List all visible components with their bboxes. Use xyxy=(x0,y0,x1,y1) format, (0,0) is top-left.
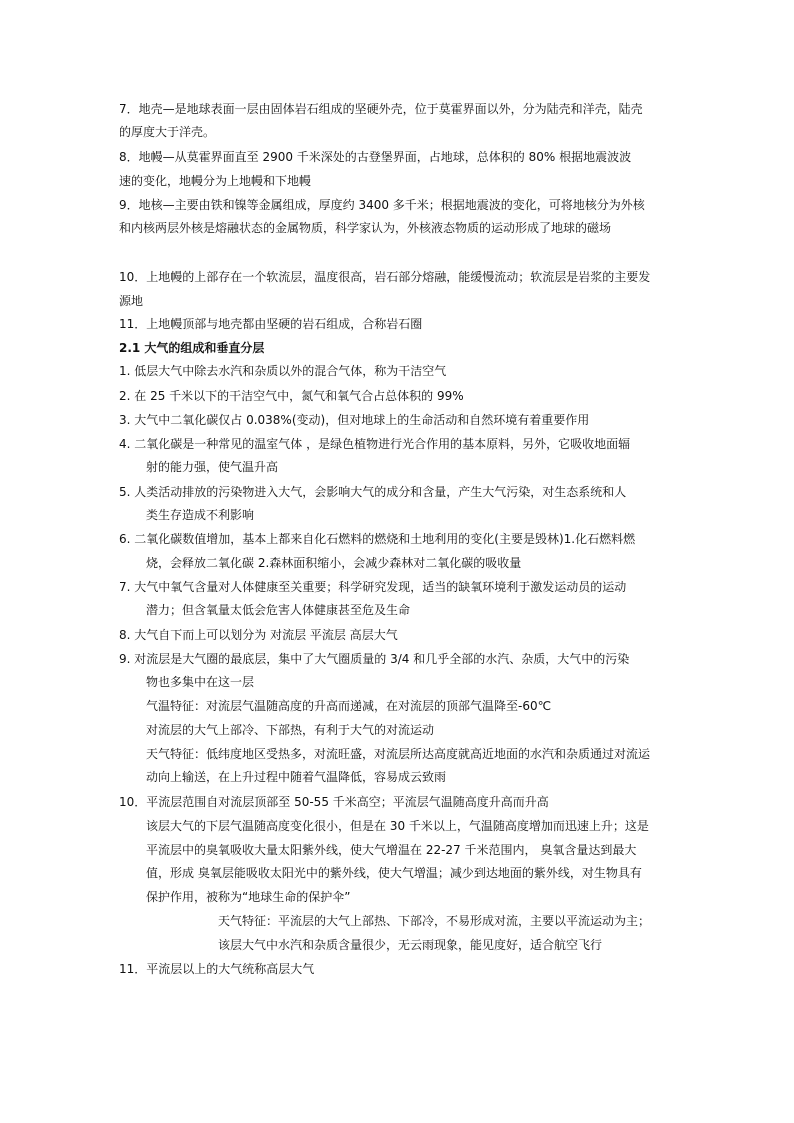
text-line: 源地 xyxy=(119,294,144,308)
text-line: 对流层的大气上部冷、下部热，有利于大气的对流运动 xyxy=(146,723,435,737)
text-line: 保护作用，被称为“地球生命的保护伞” xyxy=(146,890,351,904)
text-line: 3. 大气中二氧化碳仅占 0.038%(变动)，但对地球上的生命活动和自然环境有着重要作用 xyxy=(119,413,590,427)
section-heading: 2.1 大气的组成和垂直分层 xyxy=(119,341,265,355)
text-line: 值，形成 臭氧层能吸收太阳光中的紫外线，使大气增温；减少到达地面的紫外线，对生物具有 xyxy=(146,866,642,880)
text-line: 天气特征：低纬度地区受热多，对流旺盛，对流层所达高度就高近地面的水汽和杂质通过对流运 xyxy=(146,747,651,761)
text-line: 10．平流层范围自对流层顶部至 50-55 千米高空；平流层气温随高度升高而升高 xyxy=(119,795,549,809)
text-line: 烧，会释放二氧化碳 2.森林面积缩小，会减少森林对二氧化碳的吸收量 xyxy=(146,556,522,570)
text-line: 速的变化，地幔分为上地幔和下地幔 xyxy=(119,174,312,188)
text-line: 8．地幔—从莫霍界面直至 2900 千米深处的古登堡界面，占地球，总体积的 80% 根据地震波波 xyxy=(119,150,632,164)
text-line: 1. 低层大气中除去水汽和杂质以外的混合气体，称为干洁空气 xyxy=(119,364,447,378)
text-line: 物也多集中在这一层 xyxy=(146,675,255,689)
text-line: 潜力；但含氧量太低会危害人体健康甚至危及生命 xyxy=(146,603,411,617)
text-line: 11．平流层以上的大气统称高层大气 xyxy=(119,962,315,976)
text-line: 气温特征：对流层气温随高度的升高而递减，在对流层的顶部气温降至-60℃ xyxy=(146,699,552,713)
text-line: 10．上地幔的上部存在一个软流层，温度很高，岩石部分熔融，能缓慢流动；软流层是岩浆的主要发 xyxy=(119,270,651,284)
text-line: 9. 对流层是大气圈的最底层，集中了大气圈质量的 3/4 和几乎全部的水汽、杂质，大气中的污染 xyxy=(119,652,630,666)
text-line: 9．地核—主要由铁和镍等金属组成，厚度约 3400 多千米；根据地震波的变化，可将地核分为外核 xyxy=(119,198,645,212)
text-line: 射的能力强，使气温升高 xyxy=(146,460,279,474)
text-line: 7. 大气中氧气含量对人体健康至关重要；科学研究发现，适当的缺氧环境利于激发运动员的运动 xyxy=(119,580,627,594)
text-line: 该层大气中水汽和杂质含量很少，无云雨现象，能见度好，适合航空飞行 xyxy=(218,938,603,952)
text-line: 该层大气的下层气温随高度变化很小，但是在 30 千米以上，气温随高度增加而迅速上升；这是 xyxy=(146,819,649,833)
text-line: 5. 人类活动排放的污染物进入大气，会影响大气的成分和含量，产生大气污染，对生态系统和人 xyxy=(119,485,627,499)
text-line: 天气特征：平流层的大气上部热、下部冷，不易形成对流，主要以平流运动为主； xyxy=(218,914,651,928)
text-line: 动向上输送，在上升过程中随着气温降低，容易成云致雨 xyxy=(146,770,447,784)
text-line: 平流层中的臭氧吸收大量太阳紫外线，使大气增温在 22-27 千米范围内， 臭氧含量达到最大 xyxy=(146,843,637,857)
text-line: 4. 二氧化碳是一种常见的温室气体 ，是绿色植物进行光合作用的基本原料，另外，它吸收地面辐 xyxy=(119,437,631,451)
text-line: 8. 大气自下而上可以划分为 对流层 平流层 高层大气 xyxy=(119,628,398,642)
text-line: 6. 二氧化碳数值增加，基本上都来自化石燃料的燃烧和土地利用的变化(主要是毁林)1.化石燃料燃 xyxy=(119,532,636,546)
text-line: 和内核两层外核是熔融状态的金属物质，科学家认为，外核液态物质的运动形成了地球的磁场 xyxy=(119,221,612,235)
text-line: 类生存造成不利影响 xyxy=(146,508,255,522)
text-line: 7．地壳—是地球表面一层由固体岩石组成的坚硬外壳，位于莫霍界面以外，分为陆壳和洋壳，陆壳 xyxy=(119,102,643,116)
text-line: 11．上地幔顶部与地壳都由坚硬的岩石组成，合称岩石圈 xyxy=(119,317,423,331)
text-line: 2. 在 25 千米以下的干洁空气中，氮气和氧气合占总体积的 99% xyxy=(119,389,464,403)
text-line: 的厚度大于洋壳。 xyxy=(119,125,216,139)
